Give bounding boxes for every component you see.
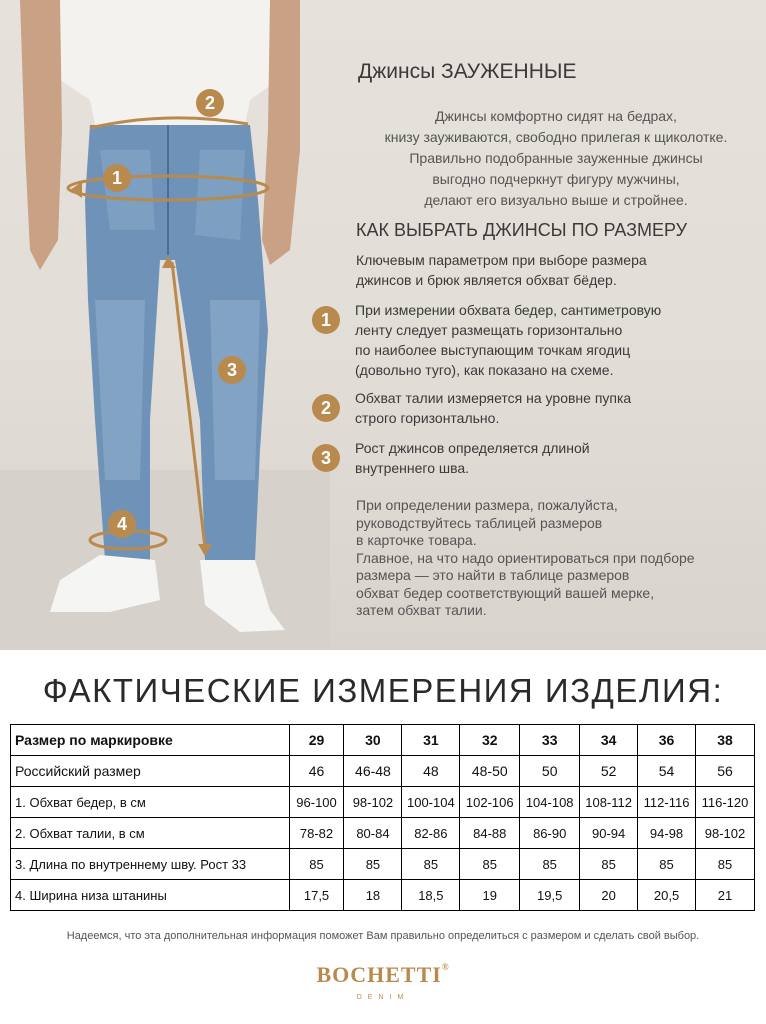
diagram-marker-4: 4 — [108, 510, 136, 538]
table-cell: 56 — [696, 756, 755, 787]
table-row — [11, 787, 755, 818]
table-cell: 54 — [638, 756, 696, 787]
table-cell: 102-106 — [460, 787, 520, 818]
intro-text: Джинсы комфортно сидят на бедрах, книзу зауживаются, свободно прилегая к щиколотке. Правильно подобранные зауженные джинсы выгодно подчеркнут фигуру мужчины, делают его визуально выше и стройнее. — [384, 108, 728, 208]
table-row-label: 3. Длина по внутреннему шву. Рост 33 — [11, 849, 290, 880]
table-cell: 116-120 — [696, 787, 755, 818]
table-cell: 96-100 — [289, 787, 344, 818]
table-cell: 98-102 — [696, 818, 755, 849]
table-cell: 82-86 — [402, 818, 460, 849]
table-cell: 100-104 — [402, 787, 460, 818]
table-cell: 94-98 — [638, 818, 696, 849]
brand-subtitle: DENIM — [356, 994, 410, 1001]
diagram-marker-2: 2 — [196, 89, 224, 117]
info-column — [300, 0, 766, 650]
table-cell: 52 — [580, 756, 638, 787]
table-cell: 18,5 — [402, 880, 460, 911]
table-header-cell: 38 — [696, 725, 755, 756]
table-row — [11, 756, 755, 787]
table-cell: 85 — [696, 849, 755, 880]
table-cell: 85 — [460, 849, 520, 880]
table-header-cell: 36 — [638, 725, 696, 756]
step-2-text: Обхват талии измеряется на уровне пупка строго горизонтально. — [355, 390, 632, 426]
table-cell: 46 — [289, 756, 344, 787]
table-header-cell: 34 — [580, 725, 638, 756]
table-cell: 48 — [402, 756, 460, 787]
table-row-label: 4. Ширина низа штанины — [11, 880, 290, 911]
howto-heading: КАК ВЫБРАТЬ ДЖИНСЫ ПО РАЗМЕРУ — [356, 220, 688, 240]
step-3-badge: 3 — [312, 444, 340, 472]
table-cell: 21 — [696, 880, 755, 911]
table-cell: 85 — [344, 849, 402, 880]
table-row — [11, 880, 755, 911]
table-header-label: Размер по маркировке — [11, 725, 290, 756]
step-1-text: При измерении обхвата бедер, сантиметровую ленту следует размещать горизонтально по наиболее выступающим точкам ягодиц (довольно туго), как показано на схеме. — [355, 302, 662, 378]
table-cell: 50 — [520, 756, 580, 787]
table-cell: 20 — [580, 880, 638, 911]
table-cell: 78-82 — [289, 818, 344, 849]
table-cell: 80-84 — [344, 818, 402, 849]
table-header-cell: 30 — [344, 725, 402, 756]
table-cell: 85 — [520, 849, 580, 880]
table-cell: 112-116 — [638, 787, 696, 818]
table-cell: 48-50 — [460, 756, 520, 787]
diagram-marker-3: 3 — [218, 356, 246, 384]
footer-note: Надеемся, что эта дополнительная информация поможет Вам правильно определиться с размером и сделать свой выбор. — [66, 930, 700, 942]
step-1-badge: 1 — [312, 306, 340, 334]
table-cell: 104-108 — [520, 787, 580, 818]
product-title: Джинсы ЗАУЖЕННЫЕ — [358, 60, 577, 83]
table-cell: 86-90 — [520, 818, 580, 849]
table-header-cell: 32 — [460, 725, 520, 756]
table-cell: 18 — [344, 880, 402, 911]
table-header-cell: 31 — [402, 725, 460, 756]
table-row-label: 1. Обхват бедер, в см — [11, 787, 290, 818]
table-row-label: Российский размер — [11, 756, 290, 787]
table-cell: 85 — [580, 849, 638, 880]
lead-text: Ключевым параметром при выборе размера джинсов и брюк является обхват бёдер. — [356, 252, 647, 288]
table-row-label: 2. Обхват талии, в см — [11, 818, 290, 849]
table-cell: 108-112 — [580, 787, 638, 818]
table-header-cell: 33 — [520, 725, 580, 756]
measurements-title: ФАКТИЧЕСКИЕ ИЗМЕРЕНИЯ ИЗДЕЛИЯ: — [42, 672, 724, 709]
table-cell: 46-48 — [344, 756, 402, 787]
sizing-note: При определении размера, пожалуйста, руководствуйтесь таблицей размеров в карточке товара. Главное, на что надо ориентироваться при подборе размера — это найти в таблице размеров обхват бедер соответствующий вашей мерке, затем обхват талии. — [356, 497, 695, 618]
table-cell: 84-88 — [460, 818, 520, 849]
diagram-marker-1: 1 — [103, 164, 131, 192]
table-cell: 17,5 — [289, 880, 344, 911]
table-cell: 20,5 — [638, 880, 696, 911]
size-table — [10, 724, 755, 911]
table-cell: 90-94 — [580, 818, 638, 849]
table-cell: 98-102 — [344, 787, 402, 818]
table-header-row — [11, 725, 755, 756]
table-header-cell: 29 — [289, 725, 344, 756]
table-cell: 85 — [402, 849, 460, 880]
table-cell: 85 — [289, 849, 344, 880]
table-row — [11, 818, 755, 849]
step-2-badge: 2 — [312, 394, 340, 422]
step-3-text: Рост джинсов определяется длиной внутреннего шва. — [355, 440, 590, 476]
table-cell: 19,5 — [520, 880, 580, 911]
table-cell: 19 — [460, 880, 520, 911]
table-cell: 85 — [638, 849, 696, 880]
jeans-model-illustration — [0, 0, 330, 650]
table-row — [11, 849, 755, 880]
brand-logo: BOCHETTI® — [316, 962, 450, 987]
